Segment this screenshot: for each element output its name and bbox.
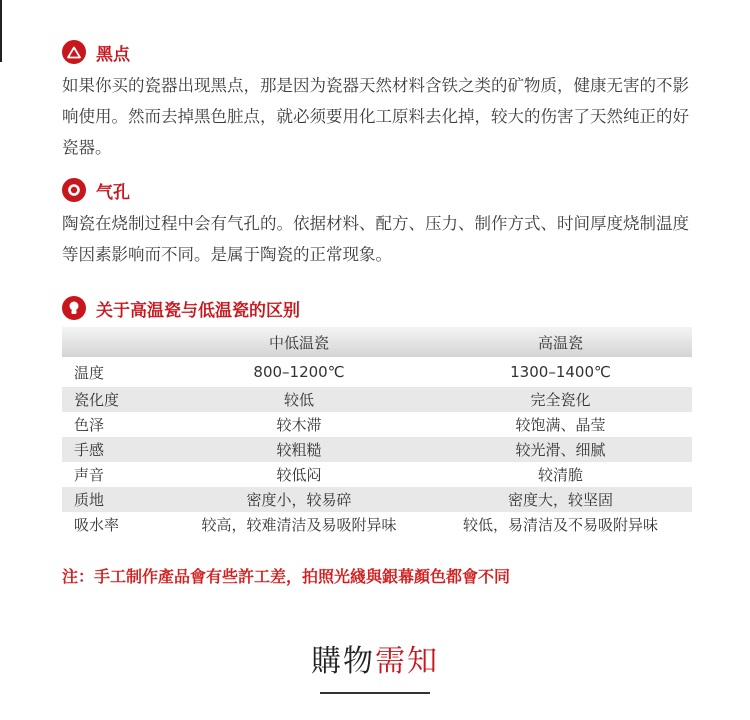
footer-underline bbox=[320, 692, 430, 694]
section-heading bbox=[62, 176, 702, 204]
table-cell: 色泽 bbox=[74, 416, 105, 434]
table-cell: 较光滑、细腻 bbox=[429, 437, 692, 462]
table-cell: 较低 bbox=[169, 387, 429, 412]
table-cell: 较低，易清洁及不易吸附异味 bbox=[462, 516, 658, 534]
table-cell: 吸水率 bbox=[74, 516, 120, 534]
table-row bbox=[62, 462, 692, 487]
footer-title-part1: 購物 bbox=[311, 644, 375, 679]
table-row bbox=[62, 357, 692, 387]
table-row bbox=[62, 412, 692, 437]
table-cell: 密度大，较坚固 bbox=[429, 487, 692, 512]
table-cell: 声音 bbox=[74, 466, 105, 484]
table-header: 中低温瓷 bbox=[169, 327, 429, 357]
table-cell: 较木滞 bbox=[276, 416, 322, 434]
table-header-row bbox=[62, 327, 692, 357]
table-header: 高温瓷 bbox=[429, 327, 692, 357]
section-title: 关于高温瓷与低温瓷的区别 bbox=[96, 300, 300, 321]
section-heading bbox=[62, 38, 702, 66]
section-black-spots bbox=[62, 38, 702, 163]
table-cell: 密度小，较易碎 bbox=[169, 487, 429, 512]
table-cell: 质地 bbox=[62, 487, 169, 512]
lightbulb-icon bbox=[62, 296, 86, 320]
warning-triangle-icon bbox=[62, 40, 86, 64]
table-cell: 较高，较难清洁及易吸附异味 bbox=[201, 516, 397, 534]
table-cell: 1300–1400℃ bbox=[510, 363, 611, 381]
table-cell: 较清脆 bbox=[537, 466, 583, 484]
footer-title-part2: 需知 bbox=[375, 644, 439, 679]
footer-title bbox=[0, 636, 750, 680]
section-comparison bbox=[62, 294, 702, 322]
table-cell: 较饱满、晶莹 bbox=[515, 416, 606, 434]
section-body: 如果你买的瓷器出现黑点，那是因为瓷器天然材料含铁之类的矿物质，健康无害的不影响使用。然而去掉黑色脏点，就必须要用化工原料去化掉，较大的伤害了天然纯正的好瓷器。 bbox=[62, 76, 689, 157]
table-cell: 温度 bbox=[74, 363, 105, 382]
comparison-table bbox=[62, 327, 692, 537]
table-cell: 完全瓷化 bbox=[429, 387, 692, 412]
section-air-holes bbox=[62, 176, 702, 270]
table-row bbox=[62, 512, 692, 537]
left-edge-line bbox=[0, 0, 2, 62]
section-title: 黑点 bbox=[96, 44, 130, 65]
section-heading bbox=[62, 294, 702, 322]
table-cell: 较粗糙 bbox=[169, 437, 429, 462]
table-cell: 手感 bbox=[62, 437, 169, 462]
disclaimer-note: 注：手工制作產品會有些許工差，拍照光綫與銀幕顏色都會不同 bbox=[62, 567, 511, 586]
section-title: 气孔 bbox=[96, 182, 130, 203]
table-cell: 瓷化度 bbox=[62, 387, 169, 412]
table-row bbox=[62, 437, 692, 462]
table-row bbox=[62, 487, 692, 512]
ring-icon bbox=[62, 178, 86, 202]
table-cell: 较低闷 bbox=[276, 466, 322, 484]
section-body: 陶瓷在烧制过程中会有气孔的。依据材料、配方、压力、制作方式、时间厚度烧制温度等因素影响而不同。是属于陶瓷的正常现象。 bbox=[62, 214, 689, 264]
table-cell: 800–1200℃ bbox=[253, 363, 345, 381]
table-row bbox=[62, 387, 692, 412]
table-header bbox=[62, 327, 169, 357]
